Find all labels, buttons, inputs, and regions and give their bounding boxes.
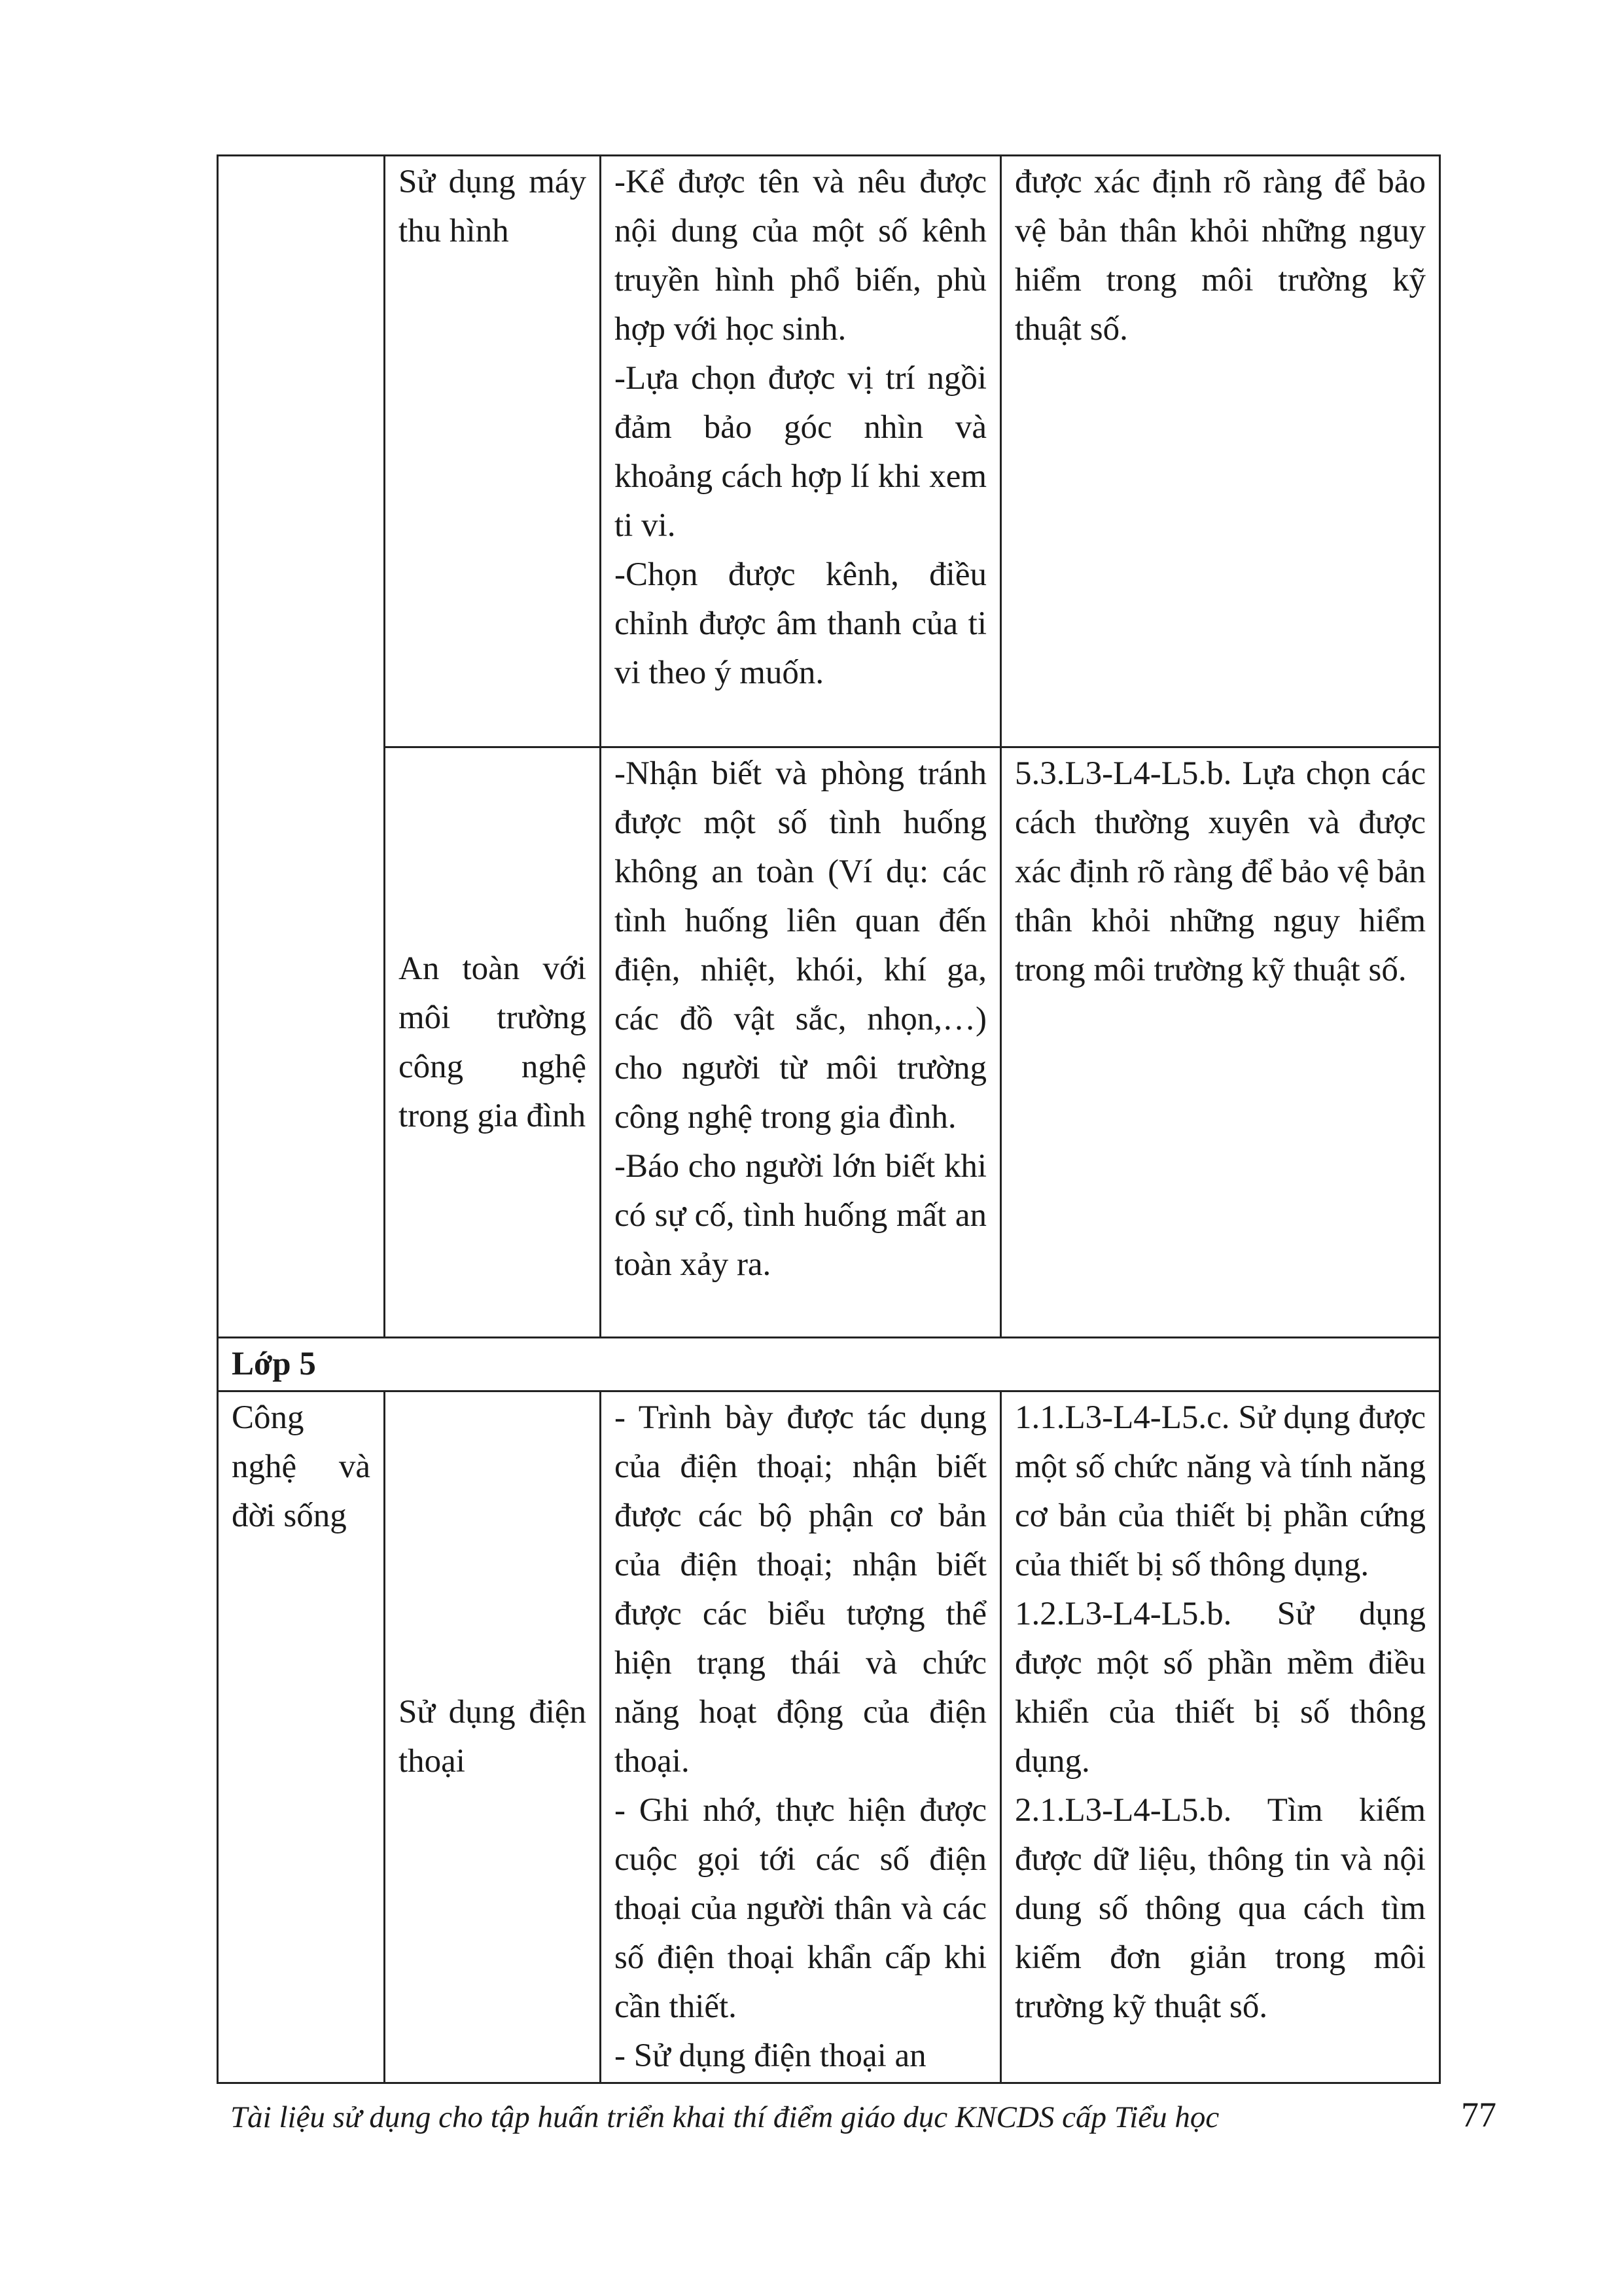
topic-cell [385,747,601,1338]
grade-label: Lớp 5 [218,1338,1440,1391]
competency-item: 2.1.L3-L4-L5.b. Tìm kiếm được dữ liệu, thông tin và nội dung số thông qua cách tìm kiếm đơn giản trong môi trường kỹ thuật số. [1015,1792,1426,2025]
table-row [218,156,1440,747]
topic-cell [385,1391,601,2083]
domain-text: Công nghệ và đời sống [232,1399,370,1534]
grade-row [218,1338,1440,1391]
topic-cell [385,156,601,747]
competency-item: 1.2.L3-L4-L5.b. Sử dụng được một số phần mềm điều khiển của thiết bị số thông dụng. [1015,1596,1426,1780]
footer-caption: Tài liệu sử dụng cho tập huấn triển khai thí điểm giáo dục KNCDS cấp Tiểu học [230,2100,1220,2134]
competency-item: 5.3.L3-L4-L5.b. Lựa chọn các cách thường xuyên và được xác định rõ ràng để bảo vệ bản thân khỏi những nguy hiểm trong môi trường kỹ thuật số. [1015,755,1426,988]
page-number: 77 [1461,2095,1496,2134]
table-row [218,747,1440,1338]
topic-text: An toàn với môi trường công nghệ trong gia đình [398,950,586,1134]
competency-cell [1001,747,1440,1338]
requirement-cell [601,747,1001,1338]
topic-text: Sử dụng máy thu hình [398,164,586,249]
requirement-item: -Lựa chọn được vị trí ngồi đảm bảo góc nhìn và khoảng cách hợp lí khi xem ti vi. [614,360,987,544]
requirement-item: -Chọn được kênh, điều chỉnh được âm thanh của ti vi theo ý muốn. [614,556,987,691]
domain-cell [218,1391,385,2083]
requirement-item: -Báo cho người lớn biết khi có sự cố, tình huống mất an toàn xảy ra. [614,1148,987,1283]
competency-cell [1001,156,1440,747]
requirement-item: - Ghi nhớ, thực hiện được cuộc gọi tới các số điện thoại của người thân và các số điện thoại khẩn cấp khi cần thiết. [614,1792,987,2025]
requirement-cell [601,1391,1001,2083]
requirement-item: -Kể được tên và nêu được nội dung của một số kênh truyền hình phổ biến, phù hợp với học sinh. [614,164,987,348]
requirement-cell [601,156,1001,747]
competency-cell [1001,1391,1440,2083]
competency-item: 1.1.L3-L4-L5.c. Sử dụng được một số chức năng và tính năng cơ bản của thiết bị phần cứng của thiết bị số thông dụng. [1015,1399,1426,1583]
curriculum-table [217,154,1441,2084]
requirement-item: - Sử dụng điện thoại an [614,2037,927,2074]
requirement-item: -Nhận biết và phòng tránh được một số tình huống không an toàn (Ví dụ: các tình huống liên quan đến điện, nhiệt, khói, khí ga, các đồ vật sắc, nhọn,…) cho người từ môi trường công nghệ trong gia đình. [614,755,987,1136]
domain-cell-empty [218,156,385,1338]
table-row [218,1391,1440,2083]
competency-item: được xác định rõ ràng để bảo vệ bản thân khỏi những nguy hiểm trong môi trường kỹ thuật số. [1015,164,1426,348]
topic-text: Sử dụng điện thoại [398,1694,586,1780]
requirement-item: - Trình bày được tác dụng của điện thoại; nhận biết được các bộ phận cơ bản của điện thoại; nhận biết được các biểu tượng thể hiện trạng thái và chức năng hoạt động của điện thoại. [614,1399,987,1780]
